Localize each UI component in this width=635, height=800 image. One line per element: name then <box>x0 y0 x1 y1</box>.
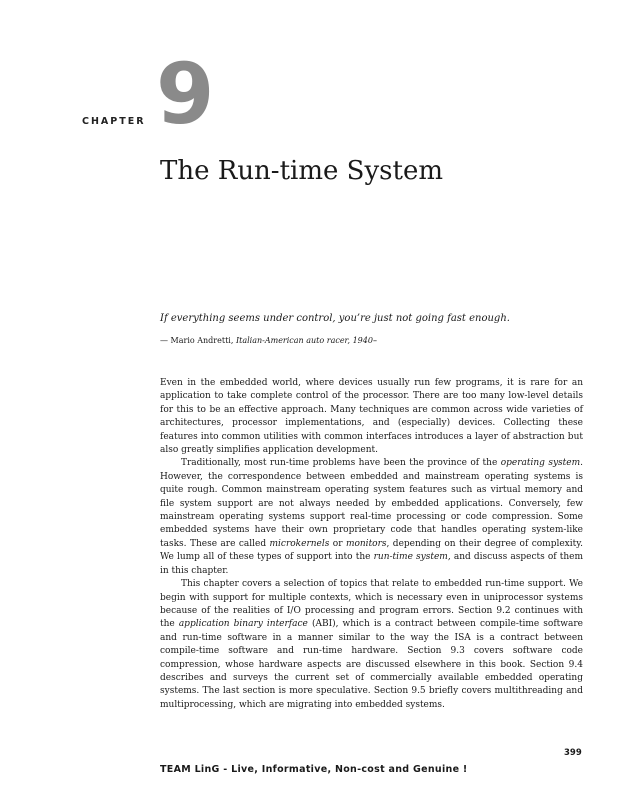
paragraph-text: . However, the correspondence between embedded and mainstream operating systems is quite rough. Common mainstream operating system features such as virtual memory and file system support are not always needed by embedded applications. Conversely, few mainstream operating systems support real-time processing or code compression. Some embedded systems have their own proprietary code that handles operating system-like tasks. These are called <box>160 458 583 549</box>
epigraph-role: Italian-American auto racer, 1940– <box>235 336 377 345</box>
italic-term: run-time system <box>373 552 448 563</box>
body-text <box>160 377 583 712</box>
paragraph-text: or <box>329 538 346 549</box>
chapter-title: The Run-time System <box>160 156 443 186</box>
paragraph-text: This chapter covers a selection of topics that relate to embedded run-time support. We begin with support for multiple contexts, which is necessary even in uniprocessor systems because of the realities of I/O processing and program errors. Section 9.2 continues with the <box>160 579 583 630</box>
paragraph-text: Traditionally, most run-time problems have been the province of the <box>181 458 501 469</box>
chapter-number: 9 <box>156 45 215 143</box>
epigraph-attribution <box>160 336 377 345</box>
paragraph-text: (ABI), which is a contract between compile-time software and run-time software in a manner similar to the way the ISA is a contract between compile-time software and run-time hardware. Section 9.3 covers software code compression, whose hardware aspects are discussed elsewhere in this book. Section 9.4 describes and surveys the current set of commercially available embedded operating systems. The last section is more speculative. Section 9.5 briefly covers multithreading and multiprocessing, which are migrating into embedded systems. <box>160 619 583 710</box>
paragraph-text: , depending on their degree of complexity. We lump all of these types of support into the <box>160 538 583 563</box>
footer-text: TEAM LinG - Live, Informative, Non-cost and Genuine ! <box>160 764 468 775</box>
paragraph-text: Even in the embedded world, where devices usually run few programs, it is rare for an application to take complete control of the processor. There are too many low-level details for this to be an effective approach. Many techniques are common across wide varieties of architectures, processor implementations, and (especially) devices. Collecting these features into common utilities with common interfaces introduces a layer of abstraction but also greatly simplifies application development. <box>160 378 583 456</box>
italic-term: monitors <box>345 538 387 549</box>
body-paragraph <box>160 578 583 712</box>
body-paragraph <box>160 457 583 578</box>
paragraph-text: , and discuss aspects of them in this chapter. <box>160 552 584 576</box>
epigraph-quote: If everything seems under control, you’re just not going fast enough. <box>160 313 510 324</box>
page-number: 399 <box>564 748 582 758</box>
italic-term: microkernels <box>269 538 330 549</box>
italic-term: operating system <box>500 458 581 469</box>
chapter-label: CHAPTER <box>82 116 146 127</box>
body-paragraph <box>160 377 583 457</box>
epigraph-author: — Mario Andretti, <box>160 336 234 345</box>
italic-term: application binary interface <box>178 619 308 630</box>
